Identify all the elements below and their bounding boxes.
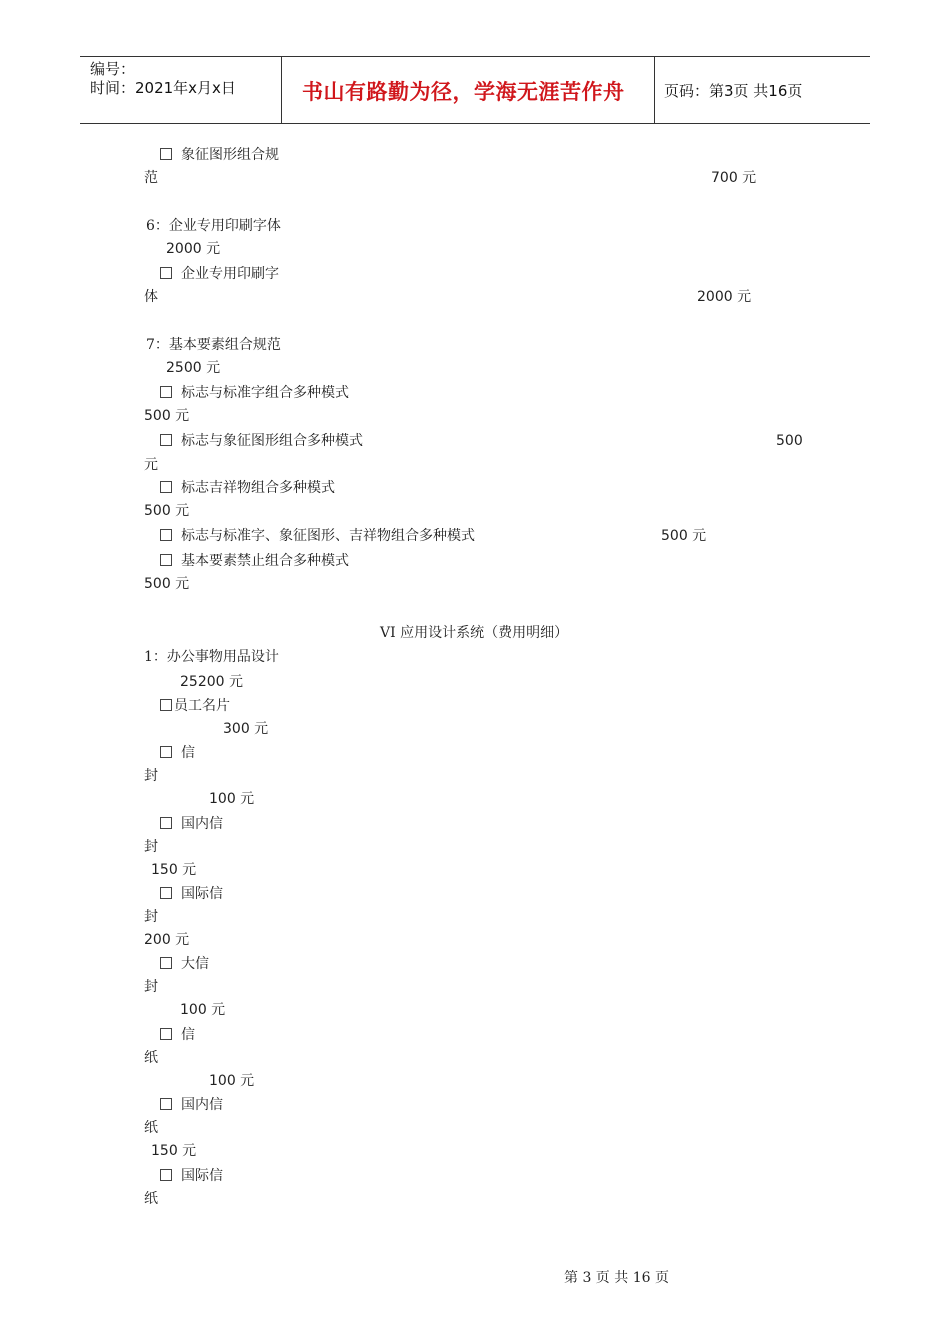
checkbox-icon <box>160 386 172 398</box>
item-price: 500 <box>776 433 803 449</box>
checkbox-icon <box>160 481 172 493</box>
item-price: 2000 元 <box>697 289 752 305</box>
item-print-font: 企业专用印刷字 <box>160 265 279 283</box>
checkbox-icon <box>160 1169 172 1181</box>
item-price: 150 元 <box>151 862 197 878</box>
section-title: VI 应用设计系统（费用明细） <box>380 625 569 641</box>
item-wrap: 封 <box>144 909 158 925</box>
item-symbol-combination: 象征图形组合规 <box>160 146 279 164</box>
item-wrap: 封 <box>144 839 158 855</box>
item-wrap: 纸 <box>144 1050 158 1066</box>
motto-title: 书山有路勤为径，学海无涯苦作舟 <box>302 80 625 104</box>
checkbox-icon <box>160 1098 172 1110</box>
section-heading: 1：办公事物用品设计 <box>144 649 279 665</box>
checkbox-icon <box>160 554 172 566</box>
item-price: 500 元 <box>144 576 190 592</box>
item-wrap: 纸 <box>144 1120 158 1136</box>
checkbox-icon <box>160 746 172 758</box>
item-wrap: 封 <box>144 768 158 784</box>
item-logo-standard-font: 标志与标准字组合多种模式 <box>160 384 349 402</box>
item-price: 500 元 <box>144 408 190 424</box>
checkbox-icon <box>160 529 172 541</box>
item-price: 500 元 <box>661 528 707 544</box>
checkbox-icon <box>160 699 172 711</box>
section-heading: 6：企业专用印刷字体 <box>146 218 281 234</box>
item-wrap: 封 <box>144 979 158 995</box>
header-divider <box>281 57 282 124</box>
section-heading: 7：基本要素组合规范 <box>146 337 281 353</box>
item-logo-all-combination: 标志与标准字、象征图形、吉祥物组合多种模式 <box>160 527 475 545</box>
item-letter-paper: 信 <box>160 1026 195 1044</box>
page-indicator: 页码：第3页 共16页 <box>664 82 803 100</box>
item-large-envelope: 大信 <box>160 955 209 973</box>
item-price: 300 元 <box>223 721 269 737</box>
checkbox-icon <box>160 887 172 899</box>
item-wrap: 纸 <box>144 1191 158 1207</box>
item-wrap: 体 <box>144 289 158 305</box>
checkbox-icon <box>160 148 172 160</box>
checkbox-icon <box>160 1028 172 1040</box>
section-total: 2000 元 <box>166 241 221 257</box>
item-price: 200 元 <box>144 932 190 948</box>
item-international-letter-paper: 国际信 <box>160 1167 223 1185</box>
item-domestic-letter-paper: 国内信 <box>160 1096 223 1114</box>
item-price: 700 元 <box>711 170 757 186</box>
checkbox-icon <box>160 817 172 829</box>
checkbox-icon <box>160 434 172 446</box>
item-international-envelope: 国际信 <box>160 885 223 903</box>
item-logo-mascot: 标志吉祥物组合多种模式 <box>160 479 335 497</box>
checkbox-icon <box>160 957 172 969</box>
item-logo-symbol: 标志与象征图形组合多种模式 <box>160 432 363 450</box>
section-total: 2500 元 <box>166 360 221 376</box>
section-total: 25200 元 <box>180 674 243 690</box>
item-price: 100 元 <box>209 1073 255 1089</box>
item-domestic-envelope: 国内信 <box>160 815 223 833</box>
item-wrap: 范 <box>144 170 158 186</box>
time-label: 时间：2021年x月x日 <box>90 79 236 97</box>
number-label: 编号： <box>90 60 136 78</box>
item-price: 150 元 <box>151 1143 197 1159</box>
header-divider <box>654 57 655 124</box>
item-price-unit: 元 <box>144 457 158 473</box>
item-business-card: 员工名片 <box>160 697 230 715</box>
item-price: 500 元 <box>144 503 190 519</box>
item-price: 100 元 <box>209 791 255 807</box>
item-envelope: 信 <box>160 744 195 762</box>
item-price: 100 元 <box>180 1002 226 1018</box>
checkbox-icon <box>160 267 172 279</box>
item-forbidden-combination: 基本要素禁止组合多种模式 <box>160 552 349 570</box>
page-footer: 第 3 页 共 16 页 <box>564 1270 669 1286</box>
